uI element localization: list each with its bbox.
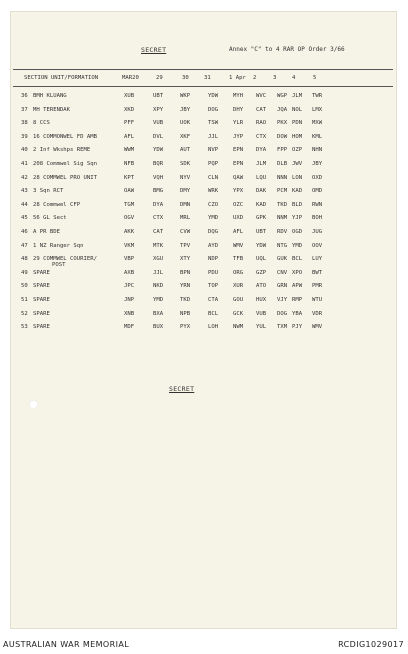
table-row (0, 161, 408, 175)
row-code: UXD (233, 215, 244, 222)
row-code: YDW (256, 242, 267, 249)
row-code: JPC (124, 283, 135, 290)
row-number: 45 (21, 215, 28, 222)
row-code: AXB (124, 269, 135, 276)
row-code: YBA (292, 310, 303, 317)
row-code: YUL (256, 324, 267, 331)
row-code: NTG (277, 242, 288, 249)
table-row (0, 297, 408, 311)
row-code: PYX (180, 324, 191, 331)
row-number: 39 (21, 133, 28, 140)
row-code: NPB (180, 310, 191, 317)
row-number: 49 (21, 269, 28, 276)
row-unit: 28 COMMWEL PRO UNIT (33, 174, 97, 181)
row-code: YJP (292, 215, 303, 222)
row-code: JJL (153, 269, 164, 276)
table-row (0, 256, 408, 270)
row-code: MTK (153, 242, 164, 249)
row-code: WWM (124, 147, 135, 154)
row-number: 53 (21, 324, 28, 331)
table-body (0, 93, 408, 338)
row-code: BWT (312, 269, 323, 276)
row-code: CAT (153, 228, 164, 235)
row-code: PQP (208, 160, 219, 167)
row-code: XTY (180, 256, 191, 263)
row-unit: 208 Commwel Sig Sqn (33, 160, 97, 167)
row-code: TOP (208, 283, 219, 290)
row-unit: 1 NZ Ranger Sqn (33, 242, 84, 249)
row-code: YDW (208, 93, 219, 99)
row-code: RMP (292, 296, 303, 303)
row-code: GCK (233, 310, 244, 317)
row-number: 42 (21, 174, 28, 181)
row-code: YMD (292, 242, 303, 249)
row-number: 37 (21, 106, 28, 113)
row-code: GUK (277, 256, 288, 263)
row-code: OZC (233, 201, 244, 208)
row-code: NWM (233, 324, 244, 331)
row-code: CTX (153, 215, 164, 222)
table-row (0, 283, 408, 297)
footer-archive-name: AUSTRALIAN WAR MEMORIAL (3, 640, 130, 649)
header-29: 29 (156, 75, 163, 81)
row-unit: 8 CCS (33, 120, 50, 127)
row-code: PDN (292, 120, 303, 127)
row-code: BCL (208, 310, 219, 317)
row-unit: SPARE (33, 324, 50, 331)
annex-reference: Annex "C" to 4 RAR OP Order 3/66 (229, 46, 345, 53)
row-code: AYD (208, 242, 219, 249)
row-code: CAT (256, 106, 267, 113)
row-code: NVP (208, 147, 219, 154)
row-code: WGP (277, 93, 288, 99)
row-code: JYP (233, 133, 244, 140)
row-code: UQL (256, 256, 267, 263)
row-code: MDF (124, 324, 135, 331)
row-code: BQR (153, 160, 164, 167)
row-code: DYA (153, 201, 164, 208)
row-code: JLM (256, 160, 267, 167)
row-code: WRK (208, 188, 219, 195)
table-row (0, 311, 408, 325)
row-code: UBT (153, 93, 164, 99)
row-code: VKM (124, 242, 135, 249)
row-code: NFB (124, 160, 135, 167)
row-code: BOH (312, 215, 323, 222)
row-code: XUB (124, 93, 135, 99)
row-code: WKP (180, 93, 191, 99)
row-code: HUX (256, 296, 267, 303)
row-code: OMD (312, 188, 323, 195)
row-code: YRN (180, 283, 191, 290)
classification-bottom: SECRET (169, 385, 195, 393)
row-code: BMG (153, 188, 164, 195)
row-code: CZO (208, 201, 219, 208)
row-unit: MH TERENDAK (33, 106, 71, 113)
row-code: TGM (124, 201, 135, 208)
row-code: PJY (292, 324, 303, 331)
row-code: RDV (277, 228, 288, 235)
row-code: KAD (292, 188, 303, 195)
header-mar20: MAR20 (122, 75, 139, 81)
row-code: TWR (312, 93, 323, 99)
footer-record-id: RCDIG1029017 (338, 640, 404, 649)
row-code: OZP (292, 147, 303, 154)
row-code: DLB (277, 160, 288, 167)
row-number: 43 (21, 188, 28, 195)
row-number: 50 (21, 283, 28, 290)
row-code: BXA (153, 310, 164, 317)
row-unit: 56 GL Sect (33, 215, 67, 222)
header-1-apr: 1 Apr (229, 75, 246, 81)
row-code: DHY (233, 106, 244, 113)
row-code: CNV (277, 269, 288, 276)
row-code: GOU (233, 296, 244, 303)
table-row (0, 243, 408, 257)
row-unit: 28 Commwel CFP (33, 201, 81, 208)
row-code: VUB (256, 310, 267, 317)
row-code: TKD (277, 201, 288, 208)
row-unit-continuation: POST (52, 262, 66, 269)
row-code: OAW (124, 188, 135, 195)
row-number: 38 (21, 120, 28, 127)
row-code: DMN (180, 201, 191, 208)
row-code: YLR (233, 120, 244, 127)
header-5: 5 (313, 75, 317, 81)
table-row (0, 107, 408, 121)
row-code: TXM (277, 324, 288, 331)
row-code: RWN (312, 201, 323, 208)
row-code: WMV (312, 324, 323, 331)
row-code: XPO (292, 269, 303, 276)
row-code: PKX (277, 120, 288, 127)
row-code: PFF (124, 120, 135, 127)
row-code: APW (292, 283, 303, 290)
row-code: MYH (233, 93, 244, 99)
row-code: NNM (277, 215, 288, 222)
table-row (0, 188, 408, 202)
table-row (0, 202, 408, 216)
row-code: MXW (312, 120, 323, 127)
row-code: JUG (312, 228, 323, 235)
table-row (0, 93, 408, 107)
header-4: 4 (292, 75, 296, 81)
row-code: EPN (233, 147, 244, 154)
row-code: NYV (180, 174, 191, 181)
row-code: XPY (153, 106, 164, 113)
row-code: WMV (233, 242, 244, 249)
row-code: LOH (208, 324, 219, 331)
row-unit: 16 COMMONWEL FD AMB (33, 133, 97, 140)
row-code: VDR (312, 310, 323, 317)
row-code: AFL (124, 133, 135, 140)
row-code: UBT (256, 228, 267, 235)
row-code: FPP (277, 147, 288, 154)
row-code: VBP (124, 256, 135, 263)
header-rule-top (13, 69, 393, 70)
table-row (0, 134, 408, 148)
table-row (0, 229, 408, 243)
row-code: TFB (233, 256, 244, 263)
row-code: NHN (312, 147, 323, 154)
row-code: JBY (312, 160, 323, 167)
row-number: 48 (21, 256, 28, 263)
row-code: VQH (153, 174, 164, 181)
row-code: LQU (256, 174, 267, 181)
row-code: DVL (153, 133, 164, 140)
row-code: BCL (292, 256, 303, 263)
row-number: 40 (21, 147, 28, 154)
table-header (0, 75, 408, 85)
row-unit: BMH KLUANG (33, 93, 67, 99)
row-code: OXD (312, 174, 323, 181)
row-code: AKK (124, 228, 135, 235)
row-code: SDK (180, 160, 191, 167)
row-code: YDW (153, 147, 164, 154)
row-code: XNB (124, 310, 135, 317)
classification-top: SECRET (141, 46, 167, 54)
row-code: AFL (233, 228, 244, 235)
table-row (0, 215, 408, 229)
row-code: JNP (124, 296, 135, 303)
row-code: DQG (208, 228, 219, 235)
row-code: HOM (292, 133, 303, 140)
row-code: TPV (180, 242, 191, 249)
table-row (0, 147, 408, 161)
row-unit: 2 Inf Wkshps REME (33, 147, 91, 154)
row-number: 52 (21, 310, 28, 317)
row-unit: 3 Sqn RCT (33, 188, 64, 195)
table-row (0, 270, 408, 284)
row-code: KPT (124, 174, 135, 181)
row-code: RAO (256, 120, 267, 127)
row-number: 36 (21, 93, 28, 99)
header-section-unit: SECTION UNIT/FORMATION (24, 75, 99, 81)
row-code: DYA (256, 147, 267, 154)
row-code: ORG (233, 269, 244, 276)
row-number: 44 (21, 201, 28, 208)
row-code: QAW (233, 174, 244, 181)
row-code: CLN (208, 174, 219, 181)
row-code: BUX (153, 324, 164, 331)
row-code: LON (292, 174, 303, 181)
row-code: YMD (153, 296, 164, 303)
row-code: TKD (180, 296, 191, 303)
row-unit: 29 COMMWEL COURIER/ (33, 256, 97, 263)
row-code: WVC (256, 93, 267, 99)
row-code: JJL (208, 133, 219, 140)
row-code: NKD (153, 283, 164, 290)
row-unit: A PR BDE (33, 228, 60, 235)
row-code: MRL (180, 215, 191, 222)
row-code: JWV (292, 160, 303, 167)
row-code: LUY (312, 256, 323, 263)
header-rule-bottom (13, 86, 393, 87)
row-code: KAD (256, 201, 267, 208)
row-code: GRN (277, 283, 288, 290)
row-code: DOG (208, 106, 219, 113)
row-code: GZP (256, 269, 267, 276)
row-code: DOG (277, 310, 288, 317)
row-code: BLD (292, 201, 303, 208)
row-code: DOW (277, 133, 288, 140)
row-code: TSW (208, 120, 219, 127)
row-code: XGU (153, 256, 164, 263)
row-code: PMR (312, 283, 323, 290)
row-code: OGD (292, 228, 303, 235)
row-code: ATO (256, 283, 267, 290)
row-code: OGV (124, 215, 135, 222)
row-number: 46 (21, 228, 28, 235)
row-unit: SPARE (33, 283, 50, 290)
row-code: JQA (277, 106, 288, 113)
row-code: CVW (180, 228, 191, 235)
row-code: XUR (233, 283, 244, 290)
row-code: NOL (292, 106, 303, 113)
row-code: OOV (312, 242, 323, 249)
row-code: CTA (208, 296, 219, 303)
row-code: UOK (180, 120, 191, 127)
header-31: 31 (204, 75, 211, 81)
row-code: XKF (180, 133, 191, 140)
row-code: LMX (312, 106, 323, 113)
row-code: DAK (256, 188, 267, 195)
row-code: JBY (180, 106, 191, 113)
row-code: KML (312, 133, 323, 140)
row-code: EPN (233, 160, 244, 167)
row-unit: SPARE (33, 296, 50, 303)
row-code: XKD (124, 106, 135, 113)
header-2: 2 (253, 75, 257, 81)
row-unit: SPARE (33, 310, 50, 317)
row-code: WTU (312, 296, 323, 303)
table-row (0, 324, 408, 338)
row-code: NNN (277, 174, 288, 181)
header-3: 3 (273, 75, 277, 81)
row-code: VJY (277, 296, 288, 303)
row-code: PCM (277, 188, 288, 195)
row-code: JLM (292, 93, 303, 99)
row-code: VUB (153, 120, 164, 127)
row-code: DMY (180, 188, 191, 195)
row-number: 51 (21, 296, 28, 303)
punch-hole (29, 400, 38, 409)
header-30: 30 (182, 75, 189, 81)
row-code: NDP (208, 256, 219, 263)
row-number: 47 (21, 242, 28, 249)
row-number: 41 (21, 160, 28, 167)
row-code: YMD (208, 215, 219, 222)
row-unit: SPARE (33, 269, 50, 276)
row-code: BPN (180, 269, 191, 276)
row-code: AUT (180, 147, 191, 154)
table-row (0, 175, 408, 189)
row-code: PDU (208, 269, 219, 276)
row-code: GPK (256, 215, 267, 222)
row-code: YPX (233, 188, 244, 195)
table-row (0, 120, 408, 134)
row-code: CTX (256, 133, 267, 140)
